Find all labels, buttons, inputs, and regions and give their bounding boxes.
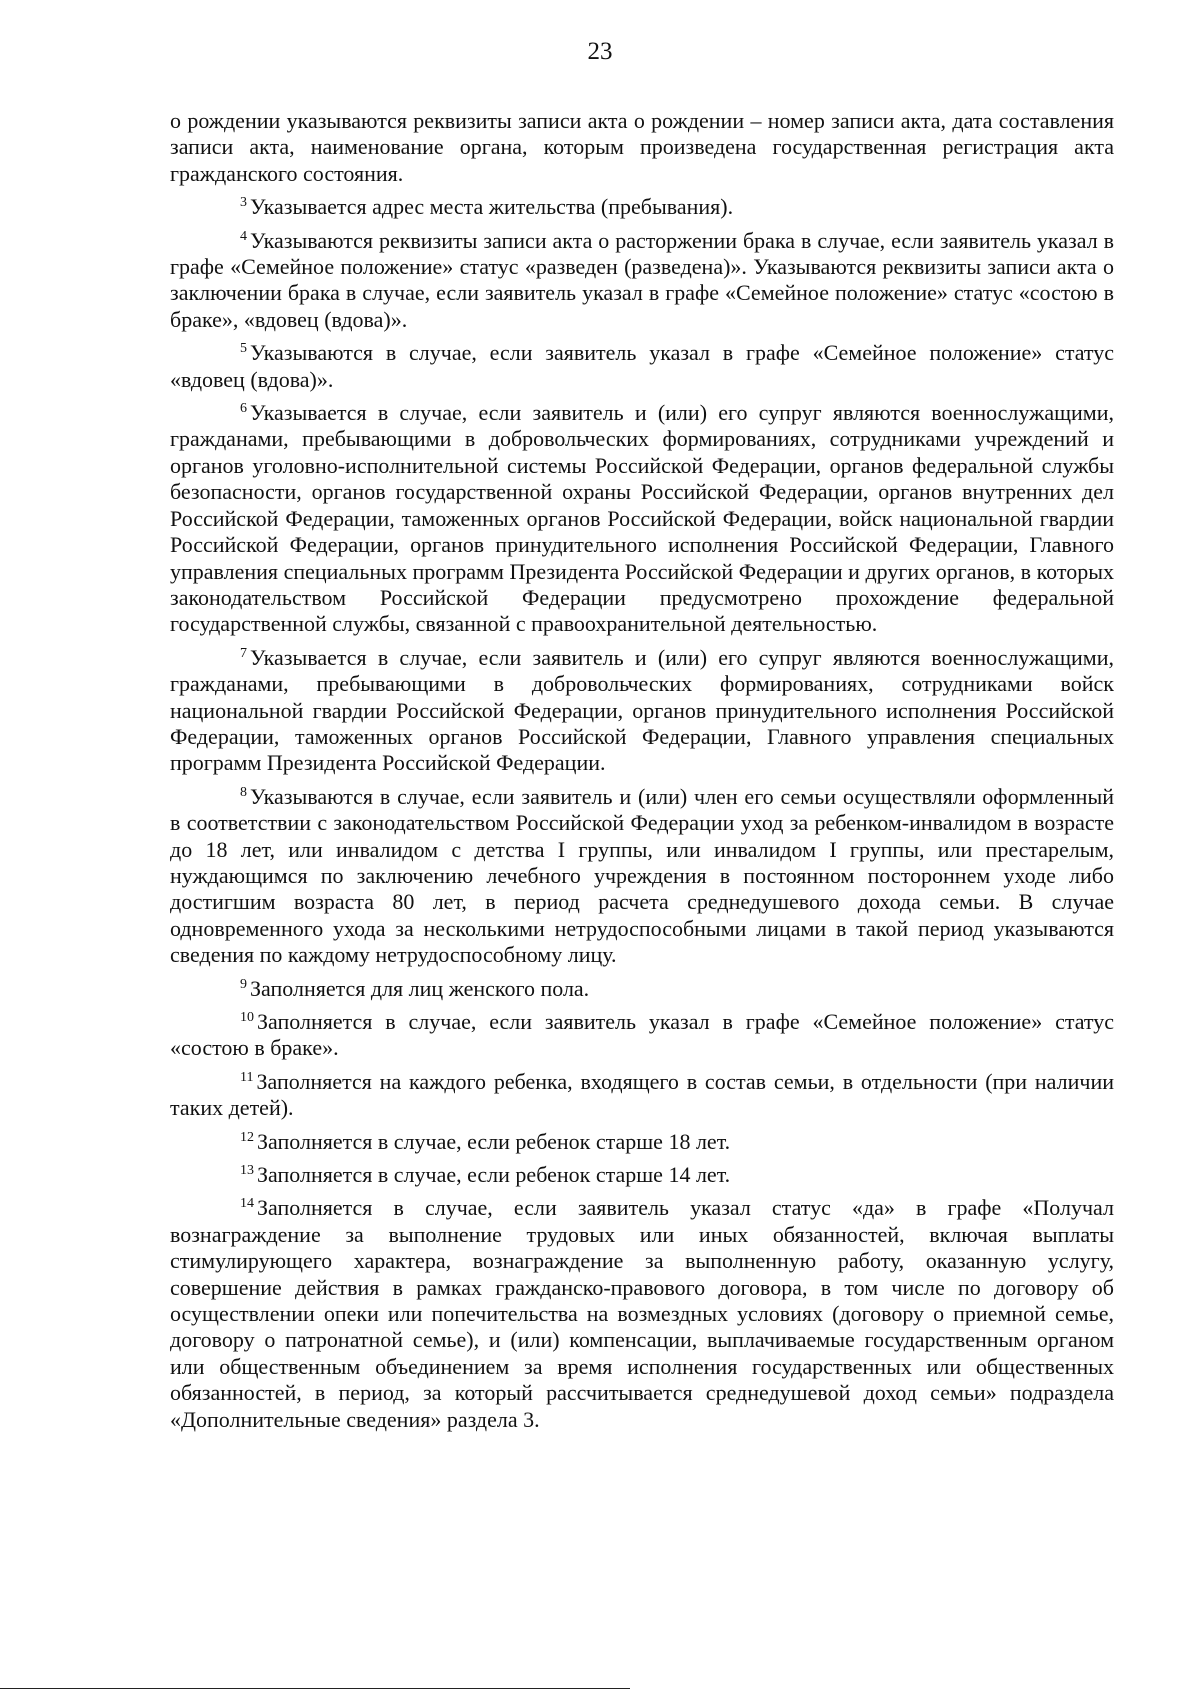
- footnote-12: [170, 1129, 1114, 1155]
- footnote-number: 14: [240, 1196, 254, 1212]
- footnote-text: Заполняется в случае, если ребенок старше 18 лет.: [257, 1128, 731, 1154]
- footnote-text: Указываются реквизиты записи акта о расторжении брака в случае, если заявитель указал в графе «Семейное положение» статус «разведен (разведена)». Указываются реквизиты записи акта о заключении брака в случае, если заявитель указал в графе «Семейное положение» статус «состою в браке», «вдовец (вдова)».: [170, 227, 1114, 332]
- footnote-14: [170, 1195, 1114, 1433]
- footnote-number: 10: [240, 1010, 254, 1025]
- footnote-text: Заполняется в случае, если заявитель указал в графе «Семейное положение» статус «состою в браке».: [170, 1009, 1114, 1061]
- footnote-number: 4: [240, 228, 247, 244]
- footnote-number: 8: [240, 784, 247, 800]
- footnote-text: Указывается адрес места жительства (пребывания).: [250, 194, 734, 220]
- footnote-13: [170, 1162, 1114, 1188]
- footnote-9: [170, 976, 1114, 1002]
- footnote-text: Указываются в случае, если заявитель и (или) член его семьи осуществляли оформленный в соответствии с законодательством Российской Федерации уход за ребенком-инвалидом в возрасте до 18 лет, или инвалидом с детства I группы, или инвалидом I группы, или престарелым, нуждающимся по заключению лечебного учреждения в постоянном постороннем уходе либо достигшим возраста 80 лет, в период расчета среднедушевого дохода семьи. В случае одновременного ухода за несколькими нетрудоспособными лицами в такой период указываются сведения по каждому нетрудоспособному лицу.: [170, 783, 1114, 968]
- footnote-text: Заполняется на каждого ребенка, входящего в состав семьи, в отдельности (при наличии таких детей).: [170, 1068, 1114, 1121]
- footnote-7: [170, 645, 1114, 777]
- footnote-text: Указывается в случае, если заявитель и (или) его супруг являются военнослужащими, гражданами, пребывающими в добровольческих формированиях, сотрудниками учреждений и органов уголовно-исполнительной системы Российской Федерации, органов федеральной службы безопасности, органов государственной охраны Российской Федерации, органов внутренних дел Российской Федерации, таможенных органов Российской Федерации, войск национальной гвардии Российской Федерации, органов принудительного исполнения Российской Федерации, Главного управления специальных программ Президента Российской Федерации и других органов, в которых законодательством Российской Федерации предусмотрено прохождение федеральной государственной службы, связанной с правоохранительной деятельностью.: [170, 400, 1114, 637]
- footnote-6: [170, 400, 1114, 638]
- footnote-text: Заполняется в случае, если заявитель указал статус «да» в графе «Получал вознаграждение за выполнение трудовых или иных обязанностей, включая выплаты стимулирующего характера, вознаграждение за выполненную работу, оказанную услугу, совершение действия в рамках гражданско-правового договора, в том числе по договору об осуществлении опеки или попечительства на возмездных условиях (договору о приемной семье, договору о патронатной семье), и (или) компенсации, выплачиваемые государственным органом или общественным объединением за время исполнения государственных или общественных обязанностей, в период, за который рассчитывается среднедушевой доход семьи» подраздела «Дополнительные сведения» раздела 3.: [170, 1195, 1114, 1432]
- footnote-11: [170, 1069, 1114, 1122]
- footnote-text: Указывается в случае, если заявитель и (или) его супруг являются военнослужащими, гражданами, пребывающими в добровольческих формированиях, сотрудниками войск национальной гвардии Российской Федерации, органов принудительного исполнения Российской Федерации, таможенных органов Российской Федерации, Главного управления специальных программ Президента Российской Федерации.: [170, 644, 1114, 776]
- footnote-8: [170, 784, 1114, 969]
- footnote-number: 3: [240, 195, 247, 211]
- footnote-number: 6: [240, 401, 247, 417]
- footnote-3: [170, 194, 1114, 220]
- footnote-10: [170, 1009, 1114, 1062]
- footnote-number: 11: [240, 1069, 254, 1085]
- footnote-number: 12: [240, 1129, 254, 1145]
- footnote-4: [170, 228, 1114, 334]
- footnote-text: Заполняется для лиц женского пола.: [250, 975, 590, 1001]
- continuation-paragraph: о рождении указываются реквизиты записи акта о рождении – номер записи акта, дата составления записи акта, наименование органа, которым произведена государственная регистрация акта гражданского состояния.: [170, 108, 1114, 186]
- page-number: 23: [587, 38, 613, 65]
- footnote-number: 13: [240, 1163, 254, 1179]
- footnote-number: 9: [240, 976, 247, 992]
- footnote-text: Заполняется в случае, если ребенок старше 14 лет.: [257, 1162, 731, 1188]
- footnote-5: [170, 340, 1114, 393]
- footnote-number: 7: [240, 645, 247, 661]
- bottom-divider: [0, 1688, 630, 1689]
- footnote-text: Указываются в случае, если заявитель указал в графе «Семейное положение» статус «вдовец (вдова)».: [170, 340, 1114, 392]
- footnote-number: 5: [240, 341, 247, 357]
- footnotes-body: [170, 108, 1114, 1440]
